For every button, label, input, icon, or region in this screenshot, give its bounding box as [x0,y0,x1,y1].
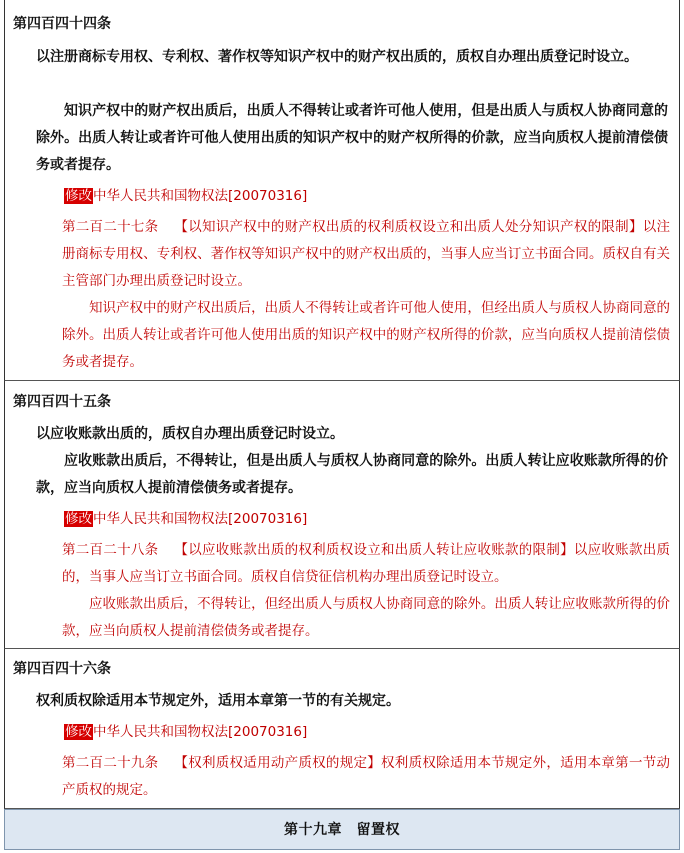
amend-badge: 修改 [65,724,92,740]
amendment-source [64,509,307,529]
article-title: 第四百四十五条 [13,394,111,410]
old-article-number: 第二百二十七条 [62,219,159,235]
old-article-text: 【权利质权适用动产质权的规定】权利质权除适用本节规定外，适用本章第一节动产质权的规定。 [62,755,671,798]
amendment-old-text [62,214,670,295]
amendment-old-paragraph: 知识产权中的财产权出质后，出质人不得转让或者许可他人使用，但经出质人与质权人协商同意的除外。出质人转让或者许可他人使用出质的知识产权中的财产权所得的价款，应当向质权人提前清偿债务或者提存。 [62,300,670,370]
amend-badge: 修改 [65,511,92,527]
old-article-number: 第二百二十九条 [62,755,159,771]
article-paragraph: 知识产权中的财产权出质后，出质人不得转让或者许可他人使用，但是出质人与质权人协商同意的除外。出质人转让或者许可他人使用出质的知识产权中的财产权所得的价款，应当向质权人提前清偿债务或者提存。 [36,103,668,173]
old-article-number: 第二百二十八条 [62,542,159,558]
chapter-heading: 第十九章 留置权 [4,809,680,850]
amendment-source [64,722,307,742]
article-paragraph: 以注册商标专用权、专利权、著作权等知识产权中的财产权出质的，质权自办理出质登记时设立。 [36,49,638,65]
amend-source-link[interactable]: 中华人民共和国物权法[20070316] [93,511,308,527]
article-title: 第四百四十六条 [13,661,111,677]
article-446-section [4,649,680,809]
old-article-text: 【以知识产权中的财产权出质的权利质权设立和出质人处分知识产权的限制】以注册商标专用权、专利权、著作权等知识产权中的财产权出质的，当事人应当订立书面合同。质权自有关主管部门办理出质登记时设立。 [62,219,671,289]
amendment-source [64,186,307,206]
article-title: 第四百四十四条 [13,16,111,32]
amendment-old-text [62,537,670,591]
article-paragraph: 应收账款出质后，不得转让，但是出质人与质权人协商同意的除外。出质人转让应收账款所得的价款，应当向质权人提前清偿债务或者提存。 [36,453,668,496]
article-paragraph: 以应收账款出质的，质权自办理出质登记时设立。 [36,426,344,442]
old-article-text: 【以应收账款出质的权利质权设立和出质人转让应收账款的限制】以应收账款出质的，当事人应当订立书面合同。质权自信贷征信机构办理出质登记时设立。 [62,542,671,585]
amendment-old-paragraph: 应收账款出质后，不得转让，但经出质人与质权人协商同意的除外。出质人转让应收账款所得的价款，应当向质权人提前清偿债务或者提存。 [62,596,670,639]
article-445-section [4,381,680,649]
amend-source-link[interactable]: 中华人民共和国物权法[20070316] [93,188,308,204]
article-paragraph: 权利质权除适用本节规定外，适用本章第一节的有关规定。 [36,693,400,709]
amend-badge: 修改 [65,188,92,204]
article-444-section [4,0,680,381]
amend-source-link[interactable]: 中华人民共和国物权法[20070316] [93,724,308,740]
amendment-old-text [62,750,670,804]
